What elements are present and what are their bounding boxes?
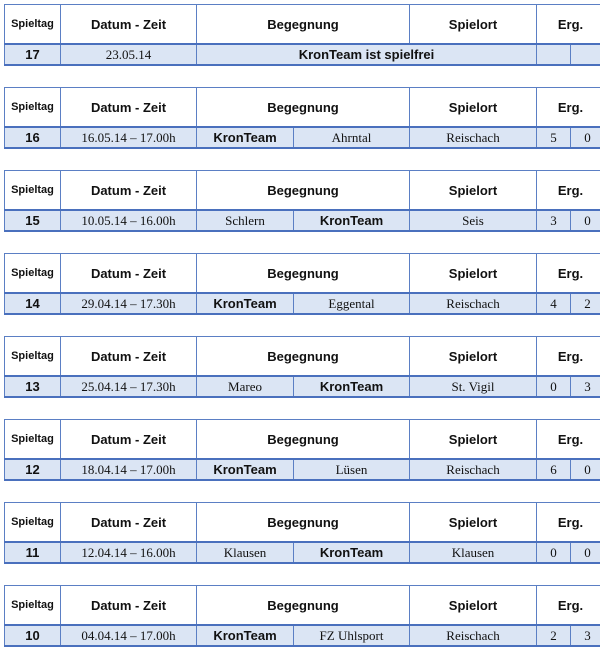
datum-cell: 18.04.14 – 17.00h — [61, 459, 197, 480]
match-table — [4, 502, 600, 564]
header-spielort: Spielort — [410, 586, 537, 626]
match-block-12 — [4, 419, 600, 482]
datum-cell: 12.04.14 – 16.00h — [61, 542, 197, 563]
header-erg: Erg. — [537, 420, 600, 460]
spielort-cell: Reischach — [410, 293, 537, 314]
match-row — [5, 625, 600, 646]
spieltag-cell: 12 — [5, 459, 61, 480]
header-row — [5, 337, 600, 377]
spieltag-cell: 13 — [5, 376, 61, 397]
match-row — [5, 376, 600, 397]
header-begegnung: Begegnung — [197, 420, 410, 460]
erg-away-cell: 0 — [571, 210, 600, 231]
spieltag-cell: 16 — [5, 127, 61, 148]
header-spieltag: Spieltag — [5, 88, 61, 128]
header-erg: Erg. — [537, 503, 600, 543]
header-datum-zeit: Datum - Zeit — [61, 171, 197, 211]
match-row — [5, 293, 600, 314]
spielort-cell: Klausen — [410, 542, 537, 563]
home-team-cell: Schlern — [197, 210, 294, 231]
header-spieltag: Spieltag — [5, 503, 61, 543]
datum-cell: 25.04.14 – 17.30h — [61, 376, 197, 397]
away-team-cell: Lüsen — [294, 459, 410, 480]
away-team-cell: Ahrntal — [294, 127, 410, 148]
away-team-cell: FZ Uhlsport — [294, 625, 410, 646]
away-team-cell: KronTeam — [294, 376, 410, 397]
match-block-11 — [4, 502, 600, 565]
erg-away-cell — [571, 44, 600, 65]
header-begegnung: Begegnung — [197, 586, 410, 626]
match-table — [4, 419, 600, 481]
erg-home-cell: 6 — [537, 459, 571, 480]
erg-away-cell: 0 — [571, 459, 600, 480]
header-spieltag: Spieltag — [5, 254, 61, 294]
header-spielort: Spielort — [410, 171, 537, 211]
erg-home-cell: 4 — [537, 293, 571, 314]
header-spieltag: Spieltag — [5, 337, 61, 377]
header-erg: Erg. — [537, 254, 600, 294]
home-team-cell: KronTeam — [197, 459, 294, 480]
match-table — [4, 253, 600, 315]
erg-home-cell: 3 — [537, 210, 571, 231]
spielort-cell: Seis — [410, 210, 537, 231]
header-datum-zeit: Datum - Zeit — [61, 254, 197, 294]
match-block-17 — [4, 4, 600, 67]
header-datum-zeit: Datum - Zeit — [61, 5, 197, 45]
match-row — [5, 44, 600, 65]
header-row — [5, 171, 600, 211]
header-erg: Erg. — [537, 337, 600, 377]
home-team-cell: KronTeam — [197, 127, 294, 148]
datum-cell: 16.05.14 – 17.00h — [61, 127, 197, 148]
header-datum-zeit: Datum - Zeit — [61, 420, 197, 460]
header-begegnung: Begegnung — [197, 88, 410, 128]
header-spielort: Spielort — [410, 5, 537, 45]
header-row — [5, 88, 600, 128]
header-datum-zeit: Datum - Zeit — [61, 88, 197, 128]
match-block-13 — [4, 336, 600, 399]
header-begegnung: Begegnung — [197, 171, 410, 211]
match-row — [5, 127, 600, 148]
spielort-cell: Reischach — [410, 127, 537, 148]
spieltag-cell: 17 — [5, 44, 61, 65]
header-begegnung: Begegnung — [197, 254, 410, 294]
erg-home-cell: 0 — [537, 542, 571, 563]
datum-cell: 23.05.14 — [61, 44, 197, 65]
erg-home-cell — [537, 44, 571, 65]
home-team-cell: Mareo — [197, 376, 294, 397]
spielort-cell: Reischach — [410, 625, 537, 646]
header-row — [5, 5, 600, 45]
header-spieltag: Spieltag — [5, 586, 61, 626]
erg-away-cell: 3 — [571, 376, 600, 397]
datum-cell: 04.04.14 – 17.00h — [61, 625, 197, 646]
header-spielort: Spielort — [410, 503, 537, 543]
away-team-cell: KronTeam — [294, 210, 410, 231]
header-begegnung: Begegnung — [197, 5, 410, 45]
header-datum-zeit: Datum - Zeit — [61, 337, 197, 377]
header-spieltag: Spieltag — [5, 171, 61, 211]
spielfrei-cell: KronTeam ist spielfrei — [197, 44, 537, 65]
erg-away-cell: 0 — [571, 542, 600, 563]
header-spieltag: Spieltag — [5, 5, 61, 45]
header-row — [5, 420, 600, 460]
header-erg: Erg. — [537, 88, 600, 128]
home-team-cell: KronTeam — [197, 625, 294, 646]
spielort-cell: Reischach — [410, 459, 537, 480]
match-table — [4, 336, 600, 398]
match-table — [4, 4, 600, 66]
header-spielort: Spielort — [410, 254, 537, 294]
match-block-15 — [4, 170, 600, 233]
match-table — [4, 87, 600, 149]
home-team-cell: Klausen — [197, 542, 294, 563]
header-spieltag: Spieltag — [5, 420, 61, 460]
erg-home-cell: 5 — [537, 127, 571, 148]
header-row — [5, 586, 600, 626]
header-spielort: Spielort — [410, 88, 537, 128]
match-block-10 — [4, 585, 600, 648]
datum-cell: 10.05.14 – 16.00h — [61, 210, 197, 231]
datum-cell: 29.04.14 – 17.30h — [61, 293, 197, 314]
away-team-cell: Eggental — [294, 293, 410, 314]
header-erg: Erg. — [537, 171, 600, 211]
erg-away-cell: 2 — [571, 293, 600, 314]
erg-home-cell: 2 — [537, 625, 571, 646]
header-begegnung: Begegnung — [197, 503, 410, 543]
spieltag-cell: 14 — [5, 293, 61, 314]
erg-away-cell: 0 — [571, 127, 600, 148]
header-erg: Erg. — [537, 586, 600, 626]
header-spielort: Spielort — [410, 337, 537, 377]
spieltag-cell: 15 — [5, 210, 61, 231]
header-erg: Erg. — [537, 5, 600, 45]
header-spielort: Spielort — [410, 420, 537, 460]
home-team-cell: KronTeam — [197, 293, 294, 314]
match-table — [4, 585, 600, 647]
header-begegnung: Begegnung — [197, 337, 410, 377]
match-row — [5, 210, 600, 231]
match-block-16 — [4, 87, 600, 150]
erg-away-cell: 3 — [571, 625, 600, 646]
away-team-cell: KronTeam — [294, 542, 410, 563]
match-table — [4, 170, 600, 232]
spieltag-cell: 10 — [5, 625, 61, 646]
spielort-cell: St. Vigil — [410, 376, 537, 397]
header-row — [5, 503, 600, 543]
match-row — [5, 459, 600, 480]
header-datum-zeit: Datum - Zeit — [61, 586, 197, 626]
spieltag-cell: 11 — [5, 542, 61, 563]
match-row — [5, 542, 600, 563]
header-datum-zeit: Datum - Zeit — [61, 503, 197, 543]
erg-home-cell: 0 — [537, 376, 571, 397]
header-row — [5, 254, 600, 294]
match-block-14 — [4, 253, 600, 316]
